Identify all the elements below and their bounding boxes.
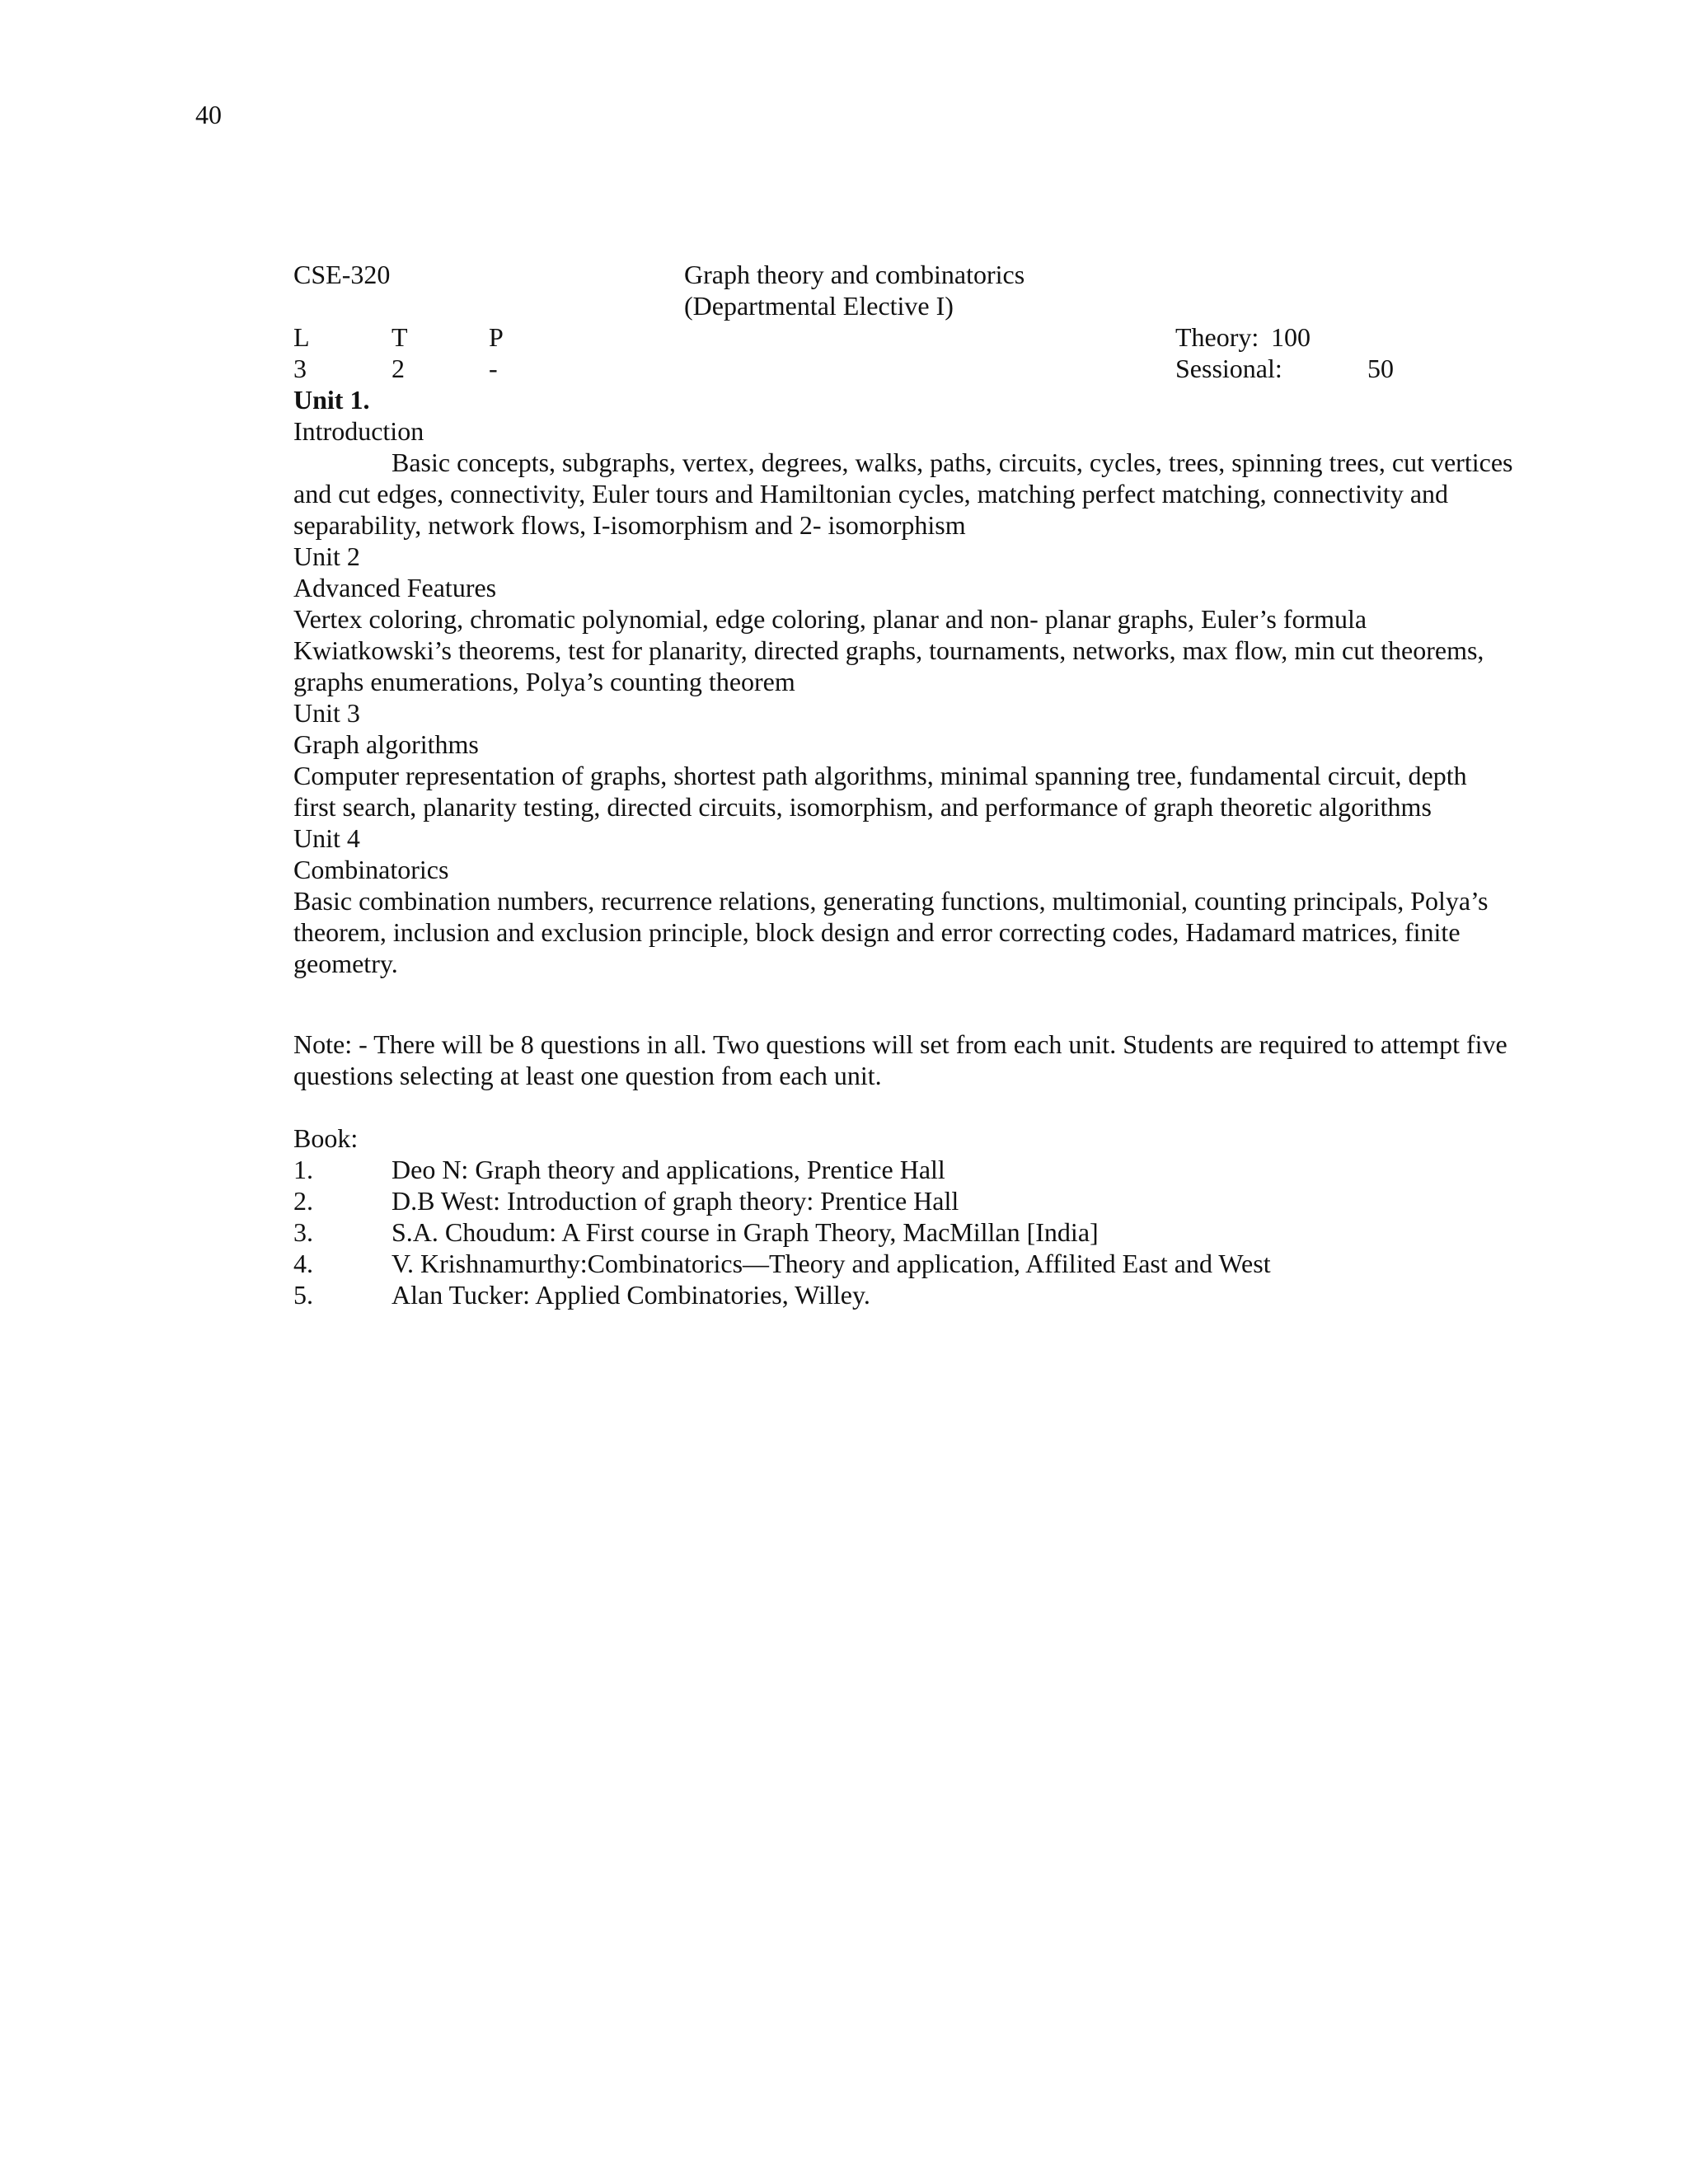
unit-heading: Unit 1. — [293, 385, 370, 415]
unit-body: Vertex coloring, chromatic polynomial, edge coloring, planar and non- planar graphs, Euler’s formula Kwiatkowski’s theorems, test for planarity, directed graphs, tournaments, networks, max flow, min cut theorems, graphs enumerations, Polya’s counting theorem — [293, 604, 1484, 696]
book-item — [293, 1154, 1513, 1185]
ltp-header-l: L — [293, 322, 310, 352]
unit-title: Graph algorithms — [293, 729, 479, 759]
unit-title: Combinatorics — [293, 855, 449, 884]
ltp-value-t: 2 — [392, 354, 405, 383]
books-section — [293, 1122, 1513, 1310]
book-title: S.A. Choudum: A First course in Graph Theory, MacMillan [India] — [392, 1217, 1099, 1247]
unit-heading: Unit 3 — [293, 698, 360, 728]
books-heading: Book: — [293, 1123, 359, 1153]
ltp-values-row — [293, 353, 1513, 384]
unit-body: Basic combination numbers, recurrence relations, generating functions, multimonial, counting principals, Polya’s theorem, inclusion and exclusion principle, block design and error correcting codes, Hadamard matrices, finite geometry. — [293, 886, 1489, 978]
ltp-header-row — [293, 321, 1513, 353]
book-number: 4. — [293, 1249, 313, 1278]
sessional-label: Sessional: — [1175, 354, 1282, 383]
unit-2 — [293, 541, 1513, 697]
unit-body: Basic concepts, subgraphs, vertex, degrees, walks, paths, circuits, cycles, trees, spinning trees, cut vertices and cut edges, connectivity, Euler tours and Hamiltonian cycles, matching perfect matching, connectivity and separability, network flows, I-isomorphism and 2- isomorphism — [293, 448, 1513, 540]
book-item — [293, 1185, 1513, 1216]
book-number: 2. — [293, 1186, 313, 1216]
unit-body: Computer representation of graphs, shortest path algorithms, minimal spanning tree, fundamental circuit, depth first search, planarity testing, directed circuits, isomorphism, and performance of graph theoretic algorithms — [293, 761, 1467, 822]
theory-value: 100 — [1271, 322, 1311, 352]
unit-3 — [293, 697, 1513, 823]
exam-note: Note: - There will be 8 questions in all. Two questions will set from each unit. Students are required to attempt five questions selecting at least one question from each unit. — [293, 1029, 1507, 1090]
syllabus-content — [293, 259, 1513, 1310]
unit-1 — [293, 384, 1513, 541]
unit-title: Introduction — [293, 416, 424, 446]
unit-title: Advanced Features — [293, 573, 497, 602]
course-title: Graph theory and combinatorics — [684, 260, 1025, 289]
ltp-value-l: 3 — [293, 354, 307, 383]
book-title: V. Krishnamurthy:Combinatorics—Theory and application, Affilited East and West — [392, 1249, 1271, 1278]
book-number: 3. — [293, 1217, 313, 1247]
book-title: Alan Tucker: Applied Combinatories, Willey. — [392, 1280, 870, 1310]
book-number: 1. — [293, 1155, 313, 1184]
page-number: 40 — [195, 100, 222, 129]
course-code: CSE-320 — [293, 260, 391, 289]
book-item — [293, 1248, 1513, 1279]
unit-heading: Unit 4 — [293, 823, 360, 853]
book-item — [293, 1216, 1513, 1248]
book-number: 5. — [293, 1280, 313, 1310]
book-item — [293, 1279, 1513, 1310]
theory-label: Theory: — [1175, 322, 1259, 352]
ltp-header-p: P — [489, 322, 504, 352]
sessional-value: 50 — [1367, 354, 1394, 383]
book-title: D.B West: Introduction of graph theory: Prentice Hall — [392, 1186, 959, 1216]
course-subtitle: (Departmental Elective I) — [684, 291, 954, 321]
unit-heading: Unit 2 — [293, 541, 360, 571]
ltp-value-p: - — [489, 354, 498, 383]
course-header-row — [293, 259, 1513, 290]
course-subtitle-row — [293, 290, 1513, 321]
unit-4 — [293, 823, 1513, 979]
book-title: Deo N: Graph theory and applications, Prentice Hall — [392, 1155, 945, 1184]
ltp-header-t: T — [392, 322, 408, 352]
